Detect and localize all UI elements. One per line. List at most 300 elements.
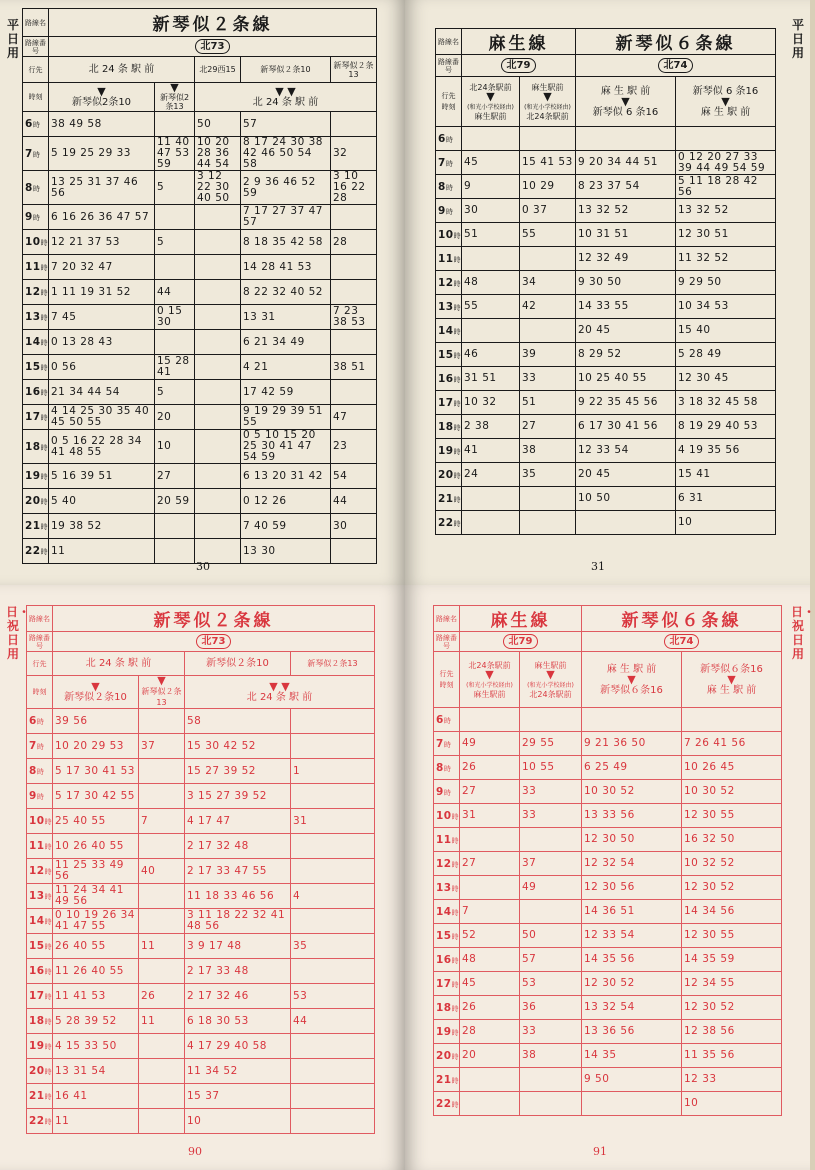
subdest <box>195 83 377 112</box>
hour-row <box>27 1034 375 1059</box>
minutes-cell: 20 45 <box>576 463 676 487</box>
minutes-cell: 51 <box>520 391 576 415</box>
minutes-cell: 5 16 39 51 <box>49 464 155 489</box>
minutes-cell <box>139 1034 185 1059</box>
minutes-cell <box>331 280 377 305</box>
minutes-cell: 27 <box>460 852 520 876</box>
dest-sub: 麻生駅前 <box>473 689 506 699</box>
minutes-cell: 0 5 16 22 28 34 41 48 55 <box>49 430 155 464</box>
hour-cell <box>27 1109 53 1134</box>
hour-row <box>436 175 776 199</box>
dest-text: 新琴似６条16 <box>700 663 763 675</box>
hour-value: 15 <box>436 929 452 942</box>
route-badge-cell <box>462 55 576 77</box>
hour-cell <box>434 852 460 876</box>
hour-suffix: 時 <box>40 473 49 481</box>
minutes-cell: 26 <box>460 996 520 1020</box>
minutes-cell: 0 12 20 27 33 39 44 49 54 59 <box>676 151 776 175</box>
hour-suffix: 時 <box>451 1028 460 1037</box>
minutes-cell: 39 56 <box>53 709 139 734</box>
day-label: 平日用 <box>6 18 19 60</box>
minutes-cell: 13 32 52 <box>676 199 776 223</box>
minutes-cell <box>462 127 520 151</box>
minutes-cell: 12 32 49 <box>576 247 676 271</box>
page-90 <box>0 585 405 1170</box>
minutes-cell: 9 30 50 <box>576 271 676 295</box>
minutes-cell <box>291 1034 375 1059</box>
minutes-cell: 49 <box>460 732 520 756</box>
minutes-cell: 6 21 34 49 <box>241 330 331 355</box>
hour-cell <box>434 924 460 948</box>
minutes-cell: 8 19 29 40 53 <box>676 415 776 439</box>
hour-suffix: 時 <box>443 764 452 773</box>
minutes-cell: 45 <box>462 151 520 175</box>
minutes-cell: 25 40 55 <box>53 809 139 834</box>
minutes-cell: 16 32 50 <box>682 828 782 852</box>
route-title: 新琴似６条線 <box>582 606 782 632</box>
hour-suffix: 時 <box>40 239 49 247</box>
hour-value: 21 <box>436 1073 452 1086</box>
hour-row <box>436 127 776 151</box>
hour-cell <box>23 305 49 330</box>
subdest-text: 新琴似２条10 <box>64 691 127 703</box>
minutes-cell: 11 25 33 49 56 <box>53 859 139 884</box>
hour-value: 18 <box>29 1015 45 1027</box>
hour-row <box>27 1059 375 1084</box>
hour-row <box>434 924 782 948</box>
hour-suffix: 時 <box>453 255 462 264</box>
minutes-cell: 3 18 32 45 58 <box>676 391 776 415</box>
minutes-cell: 2 38 <box>462 415 520 439</box>
dest-label: 行先 <box>23 57 49 83</box>
hour-row <box>436 247 776 271</box>
arrow-down-icon: ▼ <box>543 89 552 103</box>
hour-value: 16 <box>436 953 452 966</box>
hour-suffix: 時 <box>32 184 41 193</box>
hour-value: 16 <box>25 386 41 398</box>
minutes-cell: 0 15 30 <box>155 305 195 330</box>
hour-cell <box>434 732 460 756</box>
arrow-down-icon: ▼ <box>91 679 100 693</box>
minutes-cell: 9 29 50 <box>676 271 776 295</box>
minutes-cell: 14 28 41 53 <box>241 255 331 280</box>
minutes-cell: 10 <box>676 511 776 535</box>
hour-row <box>436 463 776 487</box>
minutes-cell: 38 51 <box>331 355 377 380</box>
hour-value: 17 <box>29 990 45 1002</box>
dest-header <box>331 57 377 83</box>
hour-suffix: 時 <box>445 159 454 168</box>
hour-suffix: 時 <box>40 364 49 372</box>
dest-text: 麻 生 駅 前 <box>600 85 651 97</box>
arrow-down-icon: ▼ <box>546 667 555 681</box>
hour-suffix: 時 <box>443 716 452 725</box>
minutes-cell: 38 <box>520 439 576 463</box>
hour-cell <box>434 708 460 732</box>
minutes-cell: 3 11 18 22 32 41 48 56 <box>185 909 291 934</box>
hour-row <box>27 734 375 759</box>
hour-cell <box>434 1092 460 1116</box>
hour-row <box>27 859 375 884</box>
hour-value: 20 <box>29 1065 45 1077</box>
hour-value: 22 <box>29 1115 45 1127</box>
hour-cell <box>27 1084 53 1109</box>
minutes-cell <box>460 708 520 732</box>
hour-value: 11 <box>438 252 454 265</box>
minutes-cell: 12 30 50 <box>582 828 682 852</box>
hour-suffix: 時 <box>40 548 49 556</box>
minutes-cell: 3 10 16 22 28 <box>331 171 377 205</box>
hour-cell <box>27 784 53 809</box>
hour-suffix: 時 <box>451 1076 460 1085</box>
minutes-cell: 7 23 38 53 <box>331 305 377 330</box>
hour-cell <box>27 759 53 784</box>
hour-row <box>434 1068 782 1092</box>
hour-cell <box>27 934 53 959</box>
minutes-cell: 15 41 53 <box>520 151 576 175</box>
minutes-cell <box>195 255 241 280</box>
minutes-cell <box>291 909 375 934</box>
minutes-cell <box>195 230 241 255</box>
minutes-cell: 15 40 <box>676 319 776 343</box>
minutes-cell: 10 30 52 <box>682 780 782 804</box>
minutes-cell: 8 17 24 30 38 42 46 50 54 58 <box>241 137 331 171</box>
hour-value: 21 <box>29 1090 45 1102</box>
minutes-cell <box>682 708 782 732</box>
minutes-cell: 6 16 26 36 47 57 <box>49 205 155 230</box>
minutes-cell: 0 13 28 43 <box>49 330 155 355</box>
hour-cell <box>436 151 462 175</box>
minutes-cell: 12 30 56 <box>582 876 682 900</box>
minutes-cell: 12 33 54 <box>582 924 682 948</box>
minutes-cell: 10 55 <box>520 756 582 780</box>
minutes-cell: 5 19 25 29 33 <box>49 137 155 171</box>
minutes-cell <box>139 1059 185 1084</box>
subdest <box>185 676 375 709</box>
minutes-cell: 31 <box>460 804 520 828</box>
hour-suffix: 時 <box>40 498 49 506</box>
arrow-down-icon: ▼ <box>157 674 166 687</box>
minutes-cell: 12 30 55 <box>682 924 782 948</box>
minutes-cell: 48 <box>462 271 520 295</box>
minutes-cell: 52 <box>460 924 520 948</box>
minutes-cell: 4 14 25 30 35 40 45 50 55 <box>49 405 155 430</box>
hour-row <box>23 464 377 489</box>
hour-suffix: 時 <box>453 231 462 240</box>
minutes-cell: 4 <box>291 884 375 909</box>
hour-suffix: 時 <box>445 183 454 192</box>
hour-suffix: 時 <box>40 264 49 272</box>
arrow-down-icon: ▼ <box>485 667 494 681</box>
hour-cell <box>434 780 460 804</box>
minutes-cell: 11 35 56 <box>682 1044 782 1068</box>
hour-suffix: 時 <box>451 908 460 917</box>
minutes-cell: 39 <box>520 343 576 367</box>
dest-text: 北 24 条 駅 前 <box>88 64 155 75</box>
minutes-cell: 12 33 54 <box>576 439 676 463</box>
hour-row <box>436 487 776 511</box>
minutes-cell <box>520 828 582 852</box>
hour-suffix: 時 <box>453 495 462 504</box>
minutes-cell <box>139 909 185 934</box>
dest-header <box>462 77 520 127</box>
minutes-cell: 12 30 52 <box>582 972 682 996</box>
minutes-cell <box>195 280 241 305</box>
minutes-cell: 26 40 55 <box>53 934 139 959</box>
minutes-cell: 10 50 <box>576 487 676 511</box>
dest-text: 新琴似２条13 <box>307 659 358 668</box>
hour-row <box>23 305 377 330</box>
minutes-cell: 10 20 29 53 <box>53 734 139 759</box>
hour-value: 8 <box>436 761 444 774</box>
minutes-cell <box>460 1092 520 1116</box>
arrow-down-icon: ▼ ▼ <box>275 84 296 98</box>
hour-cell <box>27 1059 53 1084</box>
minutes-cell: 44 <box>291 1009 375 1034</box>
minutes-cell: 8 29 52 <box>576 343 676 367</box>
dest-header <box>676 77 776 127</box>
minutes-cell <box>462 487 520 511</box>
minutes-cell: 13 30 <box>241 539 331 564</box>
minutes-cell: 9 21 36 50 <box>582 732 682 756</box>
minutes-cell: 5 11 18 28 42 56 <box>676 175 776 199</box>
hour-suffix: 時 <box>36 768 45 776</box>
dest-sub: 北24条駅前 <box>526 111 569 121</box>
minutes-cell: 0 10 19 26 34 41 47 55 <box>53 909 139 934</box>
hour-suffix: 時 <box>451 1004 460 1013</box>
hour-cell <box>27 984 53 1009</box>
hour-suffix: 時 <box>443 788 452 797</box>
dest-text: 北24条駅前 <box>469 82 512 92</box>
hour-cell <box>434 1068 460 1092</box>
minutes-cell: 11 26 40 55 <box>53 959 139 984</box>
route-badge-cell <box>49 37 377 57</box>
subdest-text: 北 24 条 駅 前 <box>252 96 319 108</box>
hour-cell <box>436 415 462 439</box>
minutes-cell <box>195 380 241 405</box>
route-name-label: 路線名 <box>434 606 460 632</box>
minutes-cell <box>155 255 195 280</box>
hour-value: 14 <box>29 915 45 927</box>
minutes-cell: 11 41 53 <box>53 984 139 1009</box>
minutes-cell: 11 18 33 46 56 <box>185 884 291 909</box>
hour-row <box>436 151 776 175</box>
route-no-label: 路線番号 <box>23 37 49 57</box>
minutes-cell: 14 35 59 <box>682 948 782 972</box>
hour-suffix: 時 <box>36 793 45 801</box>
minutes-cell <box>195 489 241 514</box>
minutes-cell: 13 36 56 <box>582 1020 682 1044</box>
hour-cell <box>434 828 460 852</box>
hour-value: 22 <box>25 545 41 557</box>
hour-value: 11 <box>29 840 45 852</box>
minutes-cell <box>462 247 520 271</box>
dest-text: 新琴似２条10 <box>206 658 269 669</box>
dest-text: 新琴似２条10 <box>260 65 311 74</box>
minutes-cell: 6 31 <box>676 487 776 511</box>
weekday-spread <box>0 0 810 585</box>
minutes-cell: 11 <box>139 1009 185 1034</box>
hour-suffix: 時 <box>451 956 460 965</box>
minutes-cell: 44 <box>331 489 377 514</box>
hour-value: 11 <box>436 833 452 846</box>
minutes-cell: 2 17 33 47 55 <box>185 859 291 884</box>
minutes-cell: 26 <box>139 984 185 1009</box>
hour-value: 13 <box>438 300 454 313</box>
minutes-cell: 10 <box>185 1109 291 1134</box>
minutes-cell: 27 <box>460 780 520 804</box>
minutes-cell: 10 29 <box>520 175 576 199</box>
timetable <box>433 605 782 1116</box>
hour-cell <box>436 343 462 367</box>
dest-time-label <box>436 77 462 127</box>
minutes-cell <box>291 734 375 759</box>
minutes-cell <box>291 709 375 734</box>
minutes-cell <box>520 127 576 151</box>
hour-row <box>23 280 377 305</box>
hour-value: 17 <box>436 977 452 990</box>
minutes-cell: 55 <box>462 295 520 319</box>
hour-row <box>434 1020 782 1044</box>
dest-text: 北24条駅前 <box>468 660 511 670</box>
hour-suffix: 時 <box>451 860 460 869</box>
hour-cell <box>23 230 49 255</box>
hour-value: 6 <box>438 132 446 145</box>
minutes-cell: 5 28 49 <box>676 343 776 367</box>
hour-cell <box>27 809 53 834</box>
minutes-cell <box>195 514 241 539</box>
hour-cell <box>23 255 49 280</box>
dest-text: 麻生駅前 <box>534 660 567 670</box>
dest-header <box>682 652 782 708</box>
hour-row <box>434 804 782 828</box>
route-badge-cell <box>582 632 782 652</box>
hour-value: 18 <box>436 1001 452 1014</box>
minutes-cell: 15 37 <box>185 1084 291 1109</box>
hour-cell <box>23 405 49 430</box>
hour-value: 11 <box>25 261 41 273</box>
hour-value: 15 <box>29 940 45 952</box>
hour-suffix: 時 <box>40 523 49 531</box>
hour-value: 12 <box>29 865 45 877</box>
hour-value: 16 <box>29 965 45 977</box>
route-title: 麻生線 <box>460 606 582 632</box>
dest-header <box>582 652 682 708</box>
minutes-cell: 10 20 28 36 44 54 <box>195 137 241 171</box>
minutes-cell: 31 51 <box>462 367 520 391</box>
minutes-cell: 12 30 51 <box>676 223 776 247</box>
minutes-cell: 0 5 10 15 20 25 30 41 47 54 59 <box>241 430 331 464</box>
hour-cell <box>27 959 53 984</box>
minutes-cell <box>520 1068 582 1092</box>
minutes-cell: 38 <box>520 1044 582 1068</box>
time-label: 時刻 <box>23 83 49 112</box>
minutes-cell: 12 30 52 <box>682 996 782 1020</box>
minutes-cell: 26 <box>460 756 520 780</box>
hour-value: 19 <box>29 1040 45 1052</box>
minutes-cell: 4 17 47 <box>185 809 291 834</box>
minutes-cell: 8 23 37 54 <box>576 175 676 199</box>
minutes-cell: 14 35 <box>582 1044 682 1068</box>
minutes-cell <box>462 511 520 535</box>
subdest <box>155 83 195 112</box>
minutes-cell <box>331 330 377 355</box>
minutes-cell: 20 <box>460 1044 520 1068</box>
minutes-cell: 15 30 42 52 <box>185 734 291 759</box>
minutes-cell <box>520 900 582 924</box>
minutes-cell: 30 <box>462 199 520 223</box>
hour-suffix: 時 <box>44 843 53 851</box>
minutes-cell: 7 40 59 <box>241 514 331 539</box>
hour-suffix: 時 <box>453 303 462 312</box>
hour-cell <box>27 709 53 734</box>
hour-row <box>27 1009 375 1034</box>
dest-sub: 北24条駅前 <box>529 689 572 699</box>
hour-row <box>436 343 776 367</box>
hour-cell <box>436 319 462 343</box>
minutes-cell: 57 <box>520 948 582 972</box>
hour-row <box>434 756 782 780</box>
hour-row <box>23 112 377 137</box>
minutes-cell: 10 32 52 <box>682 852 782 876</box>
hour-suffix: 時 <box>453 471 462 480</box>
day-label: 日・祝日用 <box>791 605 815 661</box>
minutes-cell: 28 <box>331 230 377 255</box>
hour-value: 8 <box>25 181 33 194</box>
route-badge: 北73 <box>196 634 232 649</box>
minutes-cell <box>195 464 241 489</box>
subdest-text: 新琴似２条13 <box>141 687 182 707</box>
minutes-cell: 51 <box>462 223 520 247</box>
minutes-cell: 14 34 56 <box>682 900 782 924</box>
minutes-cell: 0 12 26 <box>241 489 331 514</box>
minutes-cell <box>195 430 241 464</box>
hour-value: 18 <box>438 420 454 433</box>
minutes-cell <box>139 1084 185 1109</box>
route-title: 新琴似２条線 <box>53 606 375 632</box>
hour-suffix: 時 <box>44 993 53 1001</box>
hour-cell <box>23 430 49 464</box>
hour-value: 13 <box>436 881 452 894</box>
minutes-cell: 16 41 <box>53 1084 139 1109</box>
time-label: 時刻 <box>439 680 454 689</box>
minutes-cell: 48 <box>460 948 520 972</box>
dest-header <box>241 57 331 83</box>
minutes-cell <box>155 330 195 355</box>
hour-cell <box>27 834 53 859</box>
minutes-cell: 35 <box>291 934 375 959</box>
hour-cell <box>436 367 462 391</box>
minutes-cell <box>331 112 377 137</box>
minutes-cell <box>139 834 185 859</box>
route-name-label: 路線名 <box>23 9 49 37</box>
hour-value: 7 <box>29 740 37 752</box>
minutes-cell: 32 <box>331 137 377 171</box>
minutes-cell <box>331 539 377 564</box>
minutes-cell: 46 <box>462 343 520 367</box>
hour-suffix: 時 <box>44 868 53 876</box>
hour-suffix: 時 <box>40 414 49 422</box>
minutes-cell <box>460 828 520 852</box>
minutes-cell: 2 17 32 46 <box>185 984 291 1009</box>
hour-suffix: 時 <box>453 351 462 360</box>
minutes-cell: 11 <box>49 539 155 564</box>
minutes-cell: 10 32 <box>462 391 520 415</box>
hour-row <box>434 852 782 876</box>
dest-sub: 新琴似 6 条16 <box>592 106 659 118</box>
hour-cell <box>436 511 462 535</box>
minutes-cell: 1 11 19 31 52 <box>49 280 155 305</box>
